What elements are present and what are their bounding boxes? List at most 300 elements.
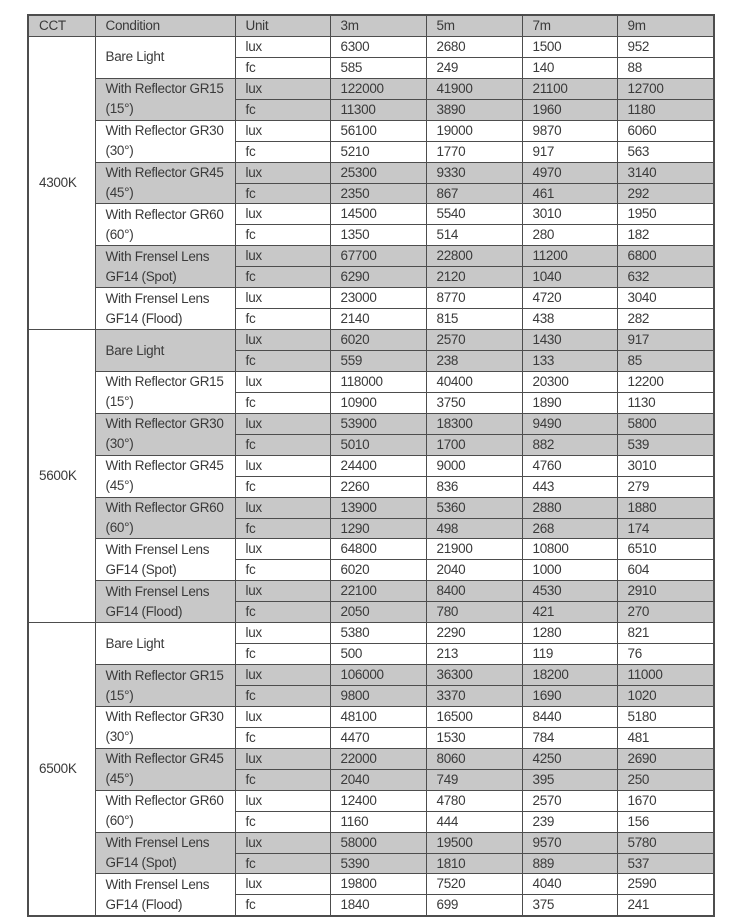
table-row [28,874,714,895]
header-cell-condition: Condition [95,15,235,36]
value-cell: 7520 [426,874,522,895]
value-cell: 249 [426,57,522,78]
unit-cell: fc [235,351,330,372]
value-cell: 882 [522,434,617,455]
value-cell: 699 [426,895,522,916]
condition-line: GF14 (Flood) [105,896,183,912]
unit-cell: lux [235,623,330,644]
value-cell: 2140 [330,309,426,330]
value-cell: 1180 [617,99,714,120]
cct-cell: 4300K [28,36,95,329]
unit-cell: lux [235,120,330,141]
value-cell: 1670 [617,790,714,811]
unit-cell: lux [235,371,330,392]
value-cell: 58000 [330,832,426,853]
value-cell: 280 [522,225,617,246]
value-cell: 5800 [617,413,714,434]
condition-line: GF14 (Flood) [105,603,183,619]
table-header [28,15,714,36]
value-cell: 537 [617,853,714,874]
value-cell: 106000 [330,665,426,686]
value-cell: 3370 [426,686,522,707]
table-row [28,120,714,141]
value-cell: 14500 [330,204,426,225]
unit-cell: lux [235,288,330,309]
value-cell: 2690 [617,748,714,769]
unit-cell: fc [235,392,330,413]
condition-cell [95,36,235,78]
condition-line: Bare Light [105,49,165,65]
value-cell: 67700 [330,246,426,267]
value-cell: 238 [426,351,522,372]
value-cell: 1040 [522,267,617,288]
condition-cell [95,581,235,623]
value-cell: 4970 [522,162,617,183]
value-cell: 4530 [522,581,617,602]
condition-line: With Reflector GR15 [105,81,224,97]
value-cell: 585 [330,57,426,78]
value-cell: 2120 [426,267,522,288]
header-cell-5m: 5m [426,15,522,36]
value-cell: 4720 [522,288,617,309]
value-cell: 53900 [330,413,426,434]
condition-line: (60°) [105,813,134,829]
value-cell: 12200 [617,371,714,392]
value-cell: 5540 [426,204,522,225]
value-cell: 2350 [330,183,426,204]
value-cell: 6290 [330,267,426,288]
value-cell: 2040 [426,560,522,581]
value-cell: 122000 [330,78,426,99]
value-cell: 1130 [617,392,714,413]
value-cell: 19000 [426,120,522,141]
value-cell: 9330 [426,162,522,183]
table-row [28,581,714,602]
condition-line: With Frensel Lens [105,541,210,557]
value-cell: 239 [522,811,617,832]
header-cell-7m: 7m [522,15,617,36]
condition-line: (15°) [105,687,134,703]
condition-line: (30°) [105,729,134,745]
table-row [28,665,714,686]
condition-cell [95,78,235,120]
unit-cell: fc [235,727,330,748]
value-cell: 1880 [617,497,714,518]
unit-cell: fc [235,686,330,707]
value-cell: 8440 [522,706,617,727]
value-cell: 438 [522,309,617,330]
condition-line: With Reflector GR60 [105,206,224,222]
condition-line: With Reflector GR30 [105,709,224,725]
condition-line: With Frensel Lens [105,835,210,851]
value-cell: 2910 [617,581,714,602]
table-row [28,455,714,476]
value-cell: 5380 [330,623,426,644]
value-cell: 1950 [617,204,714,225]
condition-line: (60°) [105,520,134,535]
value-cell: 749 [426,769,522,790]
value-cell: 6020 [330,560,426,581]
value-cell: 4250 [522,748,617,769]
unit-cell: fc [235,141,330,162]
condition-cell [95,665,235,707]
condition-cell [95,120,235,162]
unit-cell: fc [235,811,330,832]
table-row [28,204,714,225]
condition-cell [95,204,235,246]
value-cell: 22000 [330,748,426,769]
value-cell: 24400 [330,455,426,476]
condition-cell [95,371,235,413]
unit-cell: fc [235,309,330,330]
value-cell: 604 [617,560,714,581]
condition-cell [95,330,235,372]
unit-cell: lux [235,246,330,267]
value-cell: 88 [617,57,714,78]
unit-cell: fc [235,57,330,78]
value-cell: 784 [522,727,617,748]
condition-line: With Reflector GR45 [105,751,224,767]
value-cell: 1000 [522,560,617,581]
condition-cell [95,455,235,497]
condition-cell [95,162,235,204]
condition-line: With Reflector GR45 [105,165,224,181]
value-cell: 1500 [522,36,617,57]
value-cell: 19500 [426,832,522,853]
unit-cell: fc [235,853,330,874]
condition-line: (30°) [105,143,134,159]
condition-line: With Reflector GR15 [105,667,224,683]
value-cell: 10800 [522,539,617,560]
unit-cell: lux [235,706,330,727]
value-cell: 2260 [330,476,426,497]
value-cell: 821 [617,623,714,644]
value-cell: 1890 [522,392,617,413]
condition-line: (15°) [105,394,134,410]
condition-cell [95,706,235,748]
value-cell: 12700 [617,78,714,99]
value-cell: 2290 [426,623,522,644]
header-cell-3m: 3m [330,15,426,36]
unit-cell: fc [235,602,330,623]
value-cell: 6060 [617,120,714,141]
unit-cell: lux [235,748,330,769]
value-cell: 133 [522,351,617,372]
value-cell: 3010 [522,204,617,225]
value-cell: 4780 [426,790,522,811]
value-cell: 5210 [330,141,426,162]
value-cell: 1840 [330,895,426,916]
value-cell: 952 [617,36,714,57]
value-cell: 182 [617,225,714,246]
value-cell: 1350 [330,225,426,246]
cct-cell: 6500K [28,623,95,917]
condition-line: With Frensel Lens [105,876,210,892]
value-cell: 268 [522,518,617,539]
value-cell: 889 [522,853,617,874]
table-row [28,832,714,853]
condition-cell [95,246,235,288]
value-cell: 1290 [330,518,426,539]
value-cell: 3140 [617,162,714,183]
value-cell: 23000 [330,288,426,309]
value-cell: 19800 [330,874,426,895]
value-cell: 8770 [426,288,522,309]
unit-cell: fc [235,267,330,288]
condition-cell [95,623,235,665]
condition-line: GF14 (Flood) [105,310,183,326]
value-cell: 2590 [617,874,714,895]
value-cell: 2680 [426,36,522,57]
value-cell: 5780 [617,832,714,853]
value-cell: 213 [426,644,522,665]
table-row [28,706,714,727]
value-cell: 13900 [330,497,426,518]
condition-line: With Reflector GR45 [105,458,224,474]
value-cell: 375 [522,895,617,916]
condition-line: With Frensel Lens [105,290,210,306]
value-cell: 443 [522,476,617,497]
value-cell: 18200 [522,665,617,686]
condition-line: (15°) [105,101,134,117]
unit-cell: lux [235,78,330,99]
condition-cell [95,539,235,581]
value-cell: 9570 [522,832,617,853]
value-cell: 48100 [330,706,426,727]
value-cell: 632 [617,267,714,288]
condition-line: GF14 (Spot) [105,561,177,577]
value-cell: 1690 [522,686,617,707]
unit-cell: lux [235,330,330,351]
condition-line: With Frensel Lens [105,583,210,599]
value-cell: 18300 [426,413,522,434]
header-row [28,15,714,36]
table-row [28,78,714,99]
unit-cell: fc [235,434,330,455]
value-cell: 5390 [330,853,426,874]
value-cell: 395 [522,769,617,790]
value-cell: 156 [617,811,714,832]
condition-line: (60°) [105,226,134,242]
value-cell: 2050 [330,602,426,623]
value-cell: 421 [522,602,617,623]
value-cell: 9490 [522,413,617,434]
value-cell: 270 [617,602,714,623]
value-cell: 1020 [617,686,714,707]
table-row [28,371,714,392]
value-cell: 498 [426,518,522,539]
value-cell: 8060 [426,748,522,769]
condition-line: With Reflector GR30 [105,416,224,432]
table-row [28,162,714,183]
value-cell: 500 [330,644,426,665]
value-cell: 21900 [426,539,522,560]
value-cell: 563 [617,141,714,162]
value-cell: 5360 [426,497,522,518]
value-cell: 56100 [330,120,426,141]
unit-cell: lux [235,539,330,560]
unit-cell: fc [235,769,330,790]
value-cell: 780 [426,602,522,623]
table-row [28,748,714,769]
table-row [28,36,714,57]
unit-cell: lux [235,581,330,602]
value-cell: 836 [426,476,522,497]
table-row [28,623,714,644]
value-cell: 6510 [617,539,714,560]
value-cell: 815 [426,309,522,330]
value-cell: 3040 [617,288,714,309]
condition-cell [95,413,235,455]
unit-cell: fc [235,518,330,539]
value-cell: 514 [426,225,522,246]
value-cell: 292 [617,183,714,204]
value-cell: 1810 [426,853,522,874]
value-cell: 559 [330,351,426,372]
value-cell: 11300 [330,99,426,120]
value-cell: 3890 [426,99,522,120]
value-cell: 250 [617,769,714,790]
value-cell: 539 [617,434,714,455]
value-cell: 1530 [426,727,522,748]
condition-cell [95,874,235,916]
value-cell: 2570 [522,790,617,811]
unit-cell: lux [235,36,330,57]
value-cell: 10900 [330,392,426,413]
unit-cell: fc [235,560,330,581]
condition-line: With Reflector GR60 [105,500,224,516]
condition-line: With Reflector GR30 [105,123,224,139]
value-cell: 9800 [330,686,426,707]
value-cell: 2040 [330,769,426,790]
unit-cell: lux [235,874,330,895]
header-cell-9m: 9m [617,15,714,36]
cct-cell: 5600K [28,330,95,623]
value-cell: 241 [617,895,714,916]
value-cell: 8400 [426,581,522,602]
photometrics-table [27,14,715,917]
table-body [28,36,714,916]
table-row [28,330,714,351]
table-row [28,413,714,434]
unit-cell: fc [235,225,330,246]
header-cell-cct: CCT [28,15,95,36]
value-cell: 4040 [522,874,617,895]
value-cell: 867 [426,183,522,204]
value-cell: 481 [617,727,714,748]
value-cell: 3750 [426,392,522,413]
value-cell: 16500 [426,706,522,727]
value-cell: 22100 [330,581,426,602]
value-cell: 140 [522,57,617,78]
table-row [28,539,714,560]
unit-cell: lux [235,162,330,183]
condition-line: Bare Light [105,635,165,651]
value-cell: 1700 [426,434,522,455]
unit-cell: fc [235,644,330,665]
condition-line: With Reflector GR60 [105,793,224,809]
unit-cell: lux [235,413,330,434]
value-cell: 1280 [522,623,617,644]
value-cell: 6300 [330,36,426,57]
value-cell: 1430 [522,330,617,351]
value-cell: 1770 [426,141,522,162]
condition-line: GF14 (Spot) [105,268,177,284]
condition-line: Bare Light [105,342,165,358]
condition-line: (45°) [105,771,134,787]
table-row [28,288,714,309]
value-cell: 1960 [522,99,617,120]
value-cell: 282 [617,309,714,330]
value-cell: 6800 [617,246,714,267]
value-cell: 41900 [426,78,522,99]
value-cell: 444 [426,811,522,832]
condition-cell [95,497,235,539]
value-cell: 9000 [426,455,522,476]
value-cell: 2880 [522,497,617,518]
value-cell: 5010 [330,434,426,455]
value-cell: 4760 [522,455,617,476]
unit-cell: lux [235,832,330,853]
header-cell-unit: Unit [235,15,330,36]
condition-line: With Reflector GR15 [105,374,224,390]
value-cell: 6020 [330,330,426,351]
value-cell: 11000 [617,665,714,686]
unit-cell: fc [235,99,330,120]
value-cell: 64800 [330,539,426,560]
value-cell: 2570 [426,330,522,351]
value-cell: 9870 [522,120,617,141]
value-cell: 22800 [426,246,522,267]
condition-line: GF14 (Spot) [105,855,177,870]
table-row [28,246,714,267]
unit-cell: lux [235,455,330,476]
unit-cell: lux [235,204,330,225]
value-cell: 5180 [617,706,714,727]
condition-line: With Frensel Lens [105,248,210,264]
condition-cell [95,748,235,790]
value-cell: 76 [617,644,714,665]
value-cell: 21100 [522,78,617,99]
table-row [28,790,714,811]
value-cell: 12400 [330,790,426,811]
unit-cell: fc [235,476,330,497]
value-cell: 461 [522,183,617,204]
value-cell: 917 [617,330,714,351]
table-row [28,497,714,518]
value-cell: 118000 [330,371,426,392]
condition-cell [95,790,235,832]
value-cell: 1160 [330,811,426,832]
condition-line: (30°) [105,436,134,452]
unit-cell: fc [235,895,330,916]
value-cell: 4470 [330,727,426,748]
value-cell: 36300 [426,665,522,686]
value-cell: 25300 [330,162,426,183]
condition-line: (45°) [105,478,134,494]
condition-cell [95,832,235,874]
unit-cell: lux [235,790,330,811]
value-cell: 174 [617,518,714,539]
unit-cell: lux [235,665,330,686]
unit-cell: lux [235,497,330,518]
unit-cell: fc [235,183,330,204]
value-cell: 11200 [522,246,617,267]
value-cell: 85 [617,351,714,372]
value-cell: 3010 [617,455,714,476]
value-cell: 20300 [522,371,617,392]
value-cell: 119 [522,644,617,665]
